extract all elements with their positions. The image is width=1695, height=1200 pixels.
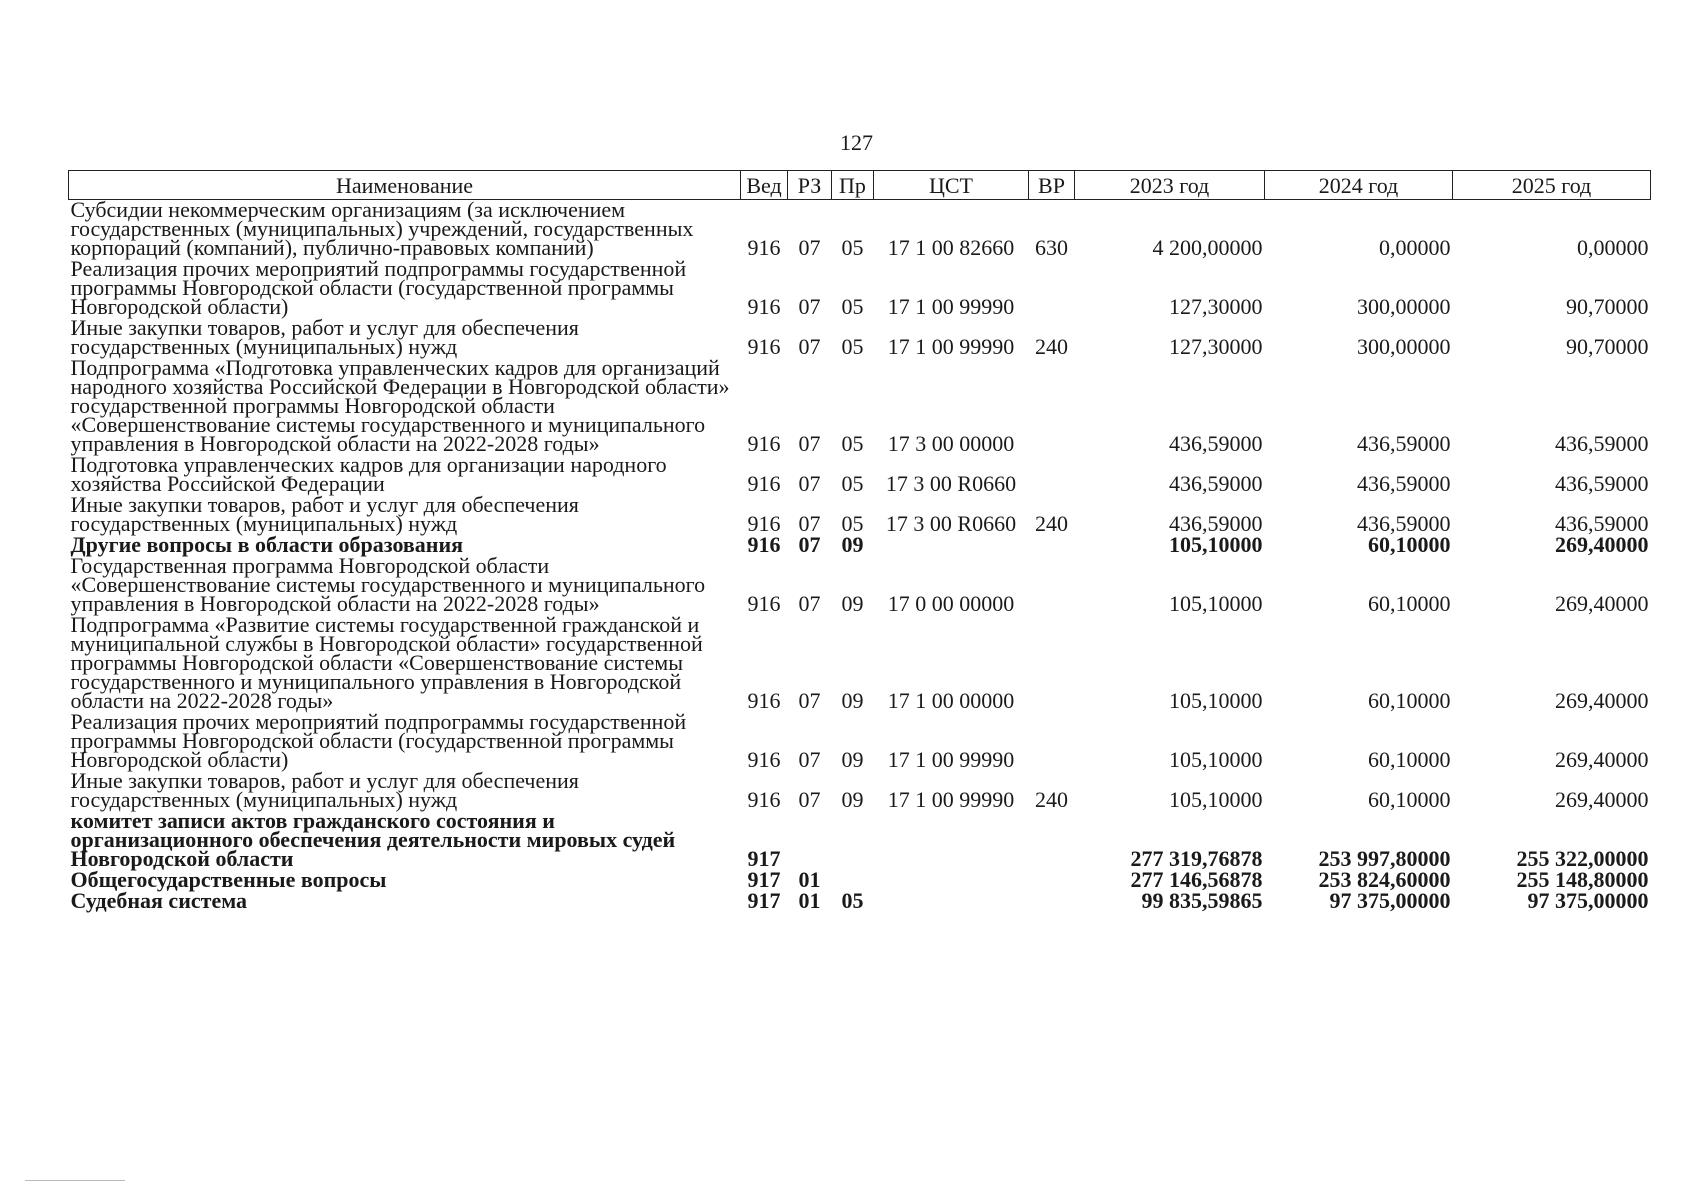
row-pr: 05	[841, 471, 864, 496]
row-ved: 916	[747, 591, 781, 616]
row-pr: 09	[841, 532, 864, 557]
table-row	[69, 318, 1651, 358]
row-ved: 917	[747, 867, 781, 892]
row-2023: 105,10000	[1169, 747, 1263, 772]
row-rz: 07	[798, 787, 821, 812]
row-name: Иные закупки товаров, работ и услуг для обеспечения государственных (муниципальных) нужд	[70, 492, 579, 536]
table-row	[69, 891, 1651, 912]
table-row	[69, 358, 1651, 455]
row-2024: 436,59000	[1357, 471, 1451, 496]
row-2025: 436,59000	[1555, 471, 1649, 496]
row-pr	[832, 811, 874, 870]
row-2024: 300,00000	[1357, 294, 1451, 319]
row-2025: 269,40000	[1555, 688, 1649, 713]
row-name: Государственная программа Новгородской области «Совершенствование системы государственного и муниципального управления в Новгородской области на 2022-2028 годы»	[70, 553, 706, 616]
row-rz: 07	[798, 747, 821, 772]
header-vr: ВР	[1029, 171, 1075, 200]
header-name: Наименование	[69, 171, 741, 200]
row-cst: 17 1 00 82660	[887, 235, 1015, 260]
table-row	[69, 200, 1651, 260]
row-rz: 07	[798, 431, 821, 456]
table-row	[69, 771, 1651, 811]
row-2023: 99 835,59865	[1141, 888, 1263, 913]
row-2025: 436,59000	[1555, 431, 1649, 456]
row-2023: 436,59000	[1169, 471, 1263, 496]
row-2023: 105,10000	[1169, 532, 1263, 557]
row-vr	[1029, 259, 1075, 318]
row-2023: 436,59000	[1169, 431, 1263, 456]
table-row	[69, 712, 1651, 771]
row-rz	[788, 811, 832, 870]
row-2023: 105,10000	[1169, 688, 1263, 713]
row-2024: 60,10000	[1368, 747, 1451, 772]
row-2024: 436,59000	[1357, 431, 1451, 456]
table-row	[69, 556, 1651, 615]
row-cst: 17 0 00 00000	[887, 591, 1015, 616]
row-pr: 09	[841, 747, 864, 772]
row-rz: 07	[798, 591, 821, 616]
row-2025: 269,40000	[1555, 532, 1649, 557]
table-row	[69, 615, 1651, 712]
row-vr: 240	[1035, 334, 1068, 359]
row-ved: 917	[747, 846, 781, 871]
row-vr	[1029, 870, 1075, 891]
row-2025: 0,00000	[1577, 235, 1649, 260]
row-cst	[874, 870, 1029, 891]
row-cst: 17 1 00 99990	[887, 747, 1015, 772]
table-row	[69, 811, 1651, 870]
row-ved: 916	[747, 431, 781, 456]
row-2023: 105,10000	[1169, 591, 1263, 616]
row-cst	[874, 811, 1029, 870]
row-cst: 17 1 00 99990	[887, 294, 1015, 319]
row-2023: 277 146,56878	[1130, 867, 1263, 892]
row-2023: 4 200,00000	[1152, 235, 1263, 260]
row-2024: 300,00000	[1357, 334, 1451, 359]
row-rz: 07	[798, 235, 821, 260]
row-2025: 90,70000	[1566, 294, 1649, 319]
row-ved: 916	[747, 235, 781, 260]
row-ved: 916	[747, 747, 781, 772]
row-2024: 253 824,60000	[1318, 867, 1451, 892]
row-rz: 07	[798, 688, 821, 713]
header-ved: Вед	[741, 171, 788, 200]
row-pr: 09	[841, 591, 864, 616]
row-2024: 60,10000	[1368, 591, 1451, 616]
row-name: Субсидии некоммерческим организациям (за исключением государственных (муниципальных) учреждений, государственных корпораций (компаний), публично-правовых компаний)	[70, 197, 694, 260]
row-vr	[1029, 556, 1075, 615]
row-ved: 916	[747, 471, 781, 496]
row-ved: 916	[747, 334, 781, 359]
row-name: Судебная система	[70, 888, 248, 913]
row-rz: 01	[798, 867, 821, 892]
footer-divider	[25, 1180, 125, 1181]
row-cst: 17 1 00 00000	[887, 688, 1015, 713]
row-2025: 269,40000	[1555, 747, 1649, 772]
row-2025: 436,59000	[1555, 511, 1649, 536]
row-pr: 05	[841, 431, 864, 456]
row-2025: 255 148,80000	[1516, 867, 1649, 892]
row-2025: 97 375,00000	[1527, 888, 1649, 913]
row-pr: 09	[841, 688, 864, 713]
row-2023: 127,30000	[1169, 334, 1263, 359]
table-body	[69, 197, 1651, 913]
row-name: Иные закупки товаров, работ и услуг для обеспечения государственных (муниципальных) нужд	[70, 768, 579, 812]
row-name: Иные закупки товаров, работ и услуг для обеспечения государственных (муниципальных) нужд	[70, 315, 579, 359]
row-ved: 916	[747, 532, 781, 557]
row-vr	[1029, 615, 1075, 712]
row-vr	[1029, 712, 1075, 771]
row-name: Подпрограмма «Подготовка управленческих кадров для организаций народного хозяйства Российской Федерации в Новгородской области» государственной программы Новгородской области «Совершенствование системы государственного и муниципального управления в Новгородской области на 2022-2028 годы»	[70, 355, 730, 456]
row-vr: 240	[1035, 511, 1068, 536]
row-ved: 917	[747, 888, 781, 913]
row-name: Подпрограмма «Развитие системы государственной гражданской и муниципальной службы в Новгородской области» государственной программы Новгородской области «Совершенствование системы государственного и муниципального управления в Новгородской области на 2022-2028 годы»	[70, 612, 703, 713]
header-rz: РЗ	[788, 171, 832, 200]
row-2024: 60,10000	[1368, 688, 1451, 713]
row-cst: 17 3 00 R0660	[885, 471, 1017, 496]
row-pr: 05	[841, 511, 864, 536]
row-cst: 17 3 00 00000	[887, 431, 1015, 456]
row-vr	[1029, 811, 1075, 870]
row-2025: 90,70000	[1566, 334, 1649, 359]
row-name: Подготовка управленческих кадров для организации народного хозяйства Российской Федерации	[70, 452, 667, 496]
row-2025: 269,40000	[1555, 787, 1649, 812]
row-2024: 60,10000	[1368, 532, 1451, 557]
row-pr: 05	[841, 888, 864, 913]
row-rz: 07	[798, 471, 821, 496]
row-cst	[874, 891, 1029, 912]
row-name: Реализация прочих мероприятий подпрограммы государственной программы Новгородской области (государственной программы Новгородской области)	[70, 256, 687, 319]
row-cst: 17 3 00 R0660	[885, 511, 1017, 536]
row-pr: 05	[841, 294, 864, 319]
row-pr: 09	[841, 787, 864, 812]
row-rz: 07	[798, 334, 821, 359]
row-2025: 269,40000	[1555, 591, 1649, 616]
row-ved: 916	[747, 294, 781, 319]
table-row	[69, 455, 1651, 495]
row-rz: 07	[798, 532, 821, 557]
row-2025: 255 322,00000	[1516, 846, 1649, 871]
row-pr: 05	[841, 334, 864, 359]
row-name: Другие вопросы в области образования	[70, 532, 464, 557]
row-2024: 0,00000	[1379, 235, 1451, 260]
row-2024: 97 375,00000	[1329, 888, 1451, 913]
row-vr	[1029, 455, 1075, 495]
row-2024: 436,59000	[1357, 511, 1451, 536]
row-rz: 07	[798, 511, 821, 536]
header-2023: 2023 год	[1075, 171, 1265, 200]
header-2025: 2025 год	[1453, 171, 1651, 200]
row-name: комитет записи актов гражданского состояния и организационного обеспечения деятельности мировых судей Новгородской области	[70, 808, 676, 871]
page-number: 127	[840, 130, 873, 155]
table-row	[69, 259, 1651, 318]
row-cst	[874, 535, 1029, 556]
table-header-row	[69, 171, 1651, 200]
row-ved: 916	[747, 787, 781, 812]
row-2024: 253 997,80000	[1318, 846, 1451, 871]
row-name: Общегосударственные вопросы	[70, 867, 387, 892]
row-vr: 240	[1035, 787, 1068, 812]
row-2023: 277 319,76878	[1130, 846, 1263, 871]
row-2023: 105,10000	[1169, 787, 1263, 812]
row-cst: 17 1 00 99990	[887, 787, 1015, 812]
row-2023: 436,59000	[1169, 511, 1263, 536]
row-pr: 05	[841, 235, 864, 260]
header-2024: 2024 год	[1265, 171, 1453, 200]
row-vr	[1029, 891, 1075, 912]
header-pr: Пр	[832, 171, 874, 200]
budget-table	[68, 170, 1651, 912]
row-ved: 916	[747, 688, 781, 713]
row-2024: 60,10000	[1368, 787, 1451, 812]
row-cst: 17 1 00 99990	[887, 334, 1015, 359]
table-row	[69, 495, 1651, 535]
row-name: Реализация прочих мероприятий подпрограммы государственной программы Новгородской области (государственной программы Новгородской области)	[70, 709, 687, 772]
row-rz: 01	[798, 888, 821, 913]
row-vr	[1029, 358, 1075, 455]
header-cst: ЦСТ	[874, 171, 1029, 200]
row-vr: 630	[1035, 235, 1068, 260]
row-2023: 127,30000	[1169, 294, 1263, 319]
row-ved: 916	[747, 511, 781, 536]
row-rz: 07	[798, 294, 821, 319]
row-vr	[1029, 535, 1075, 556]
